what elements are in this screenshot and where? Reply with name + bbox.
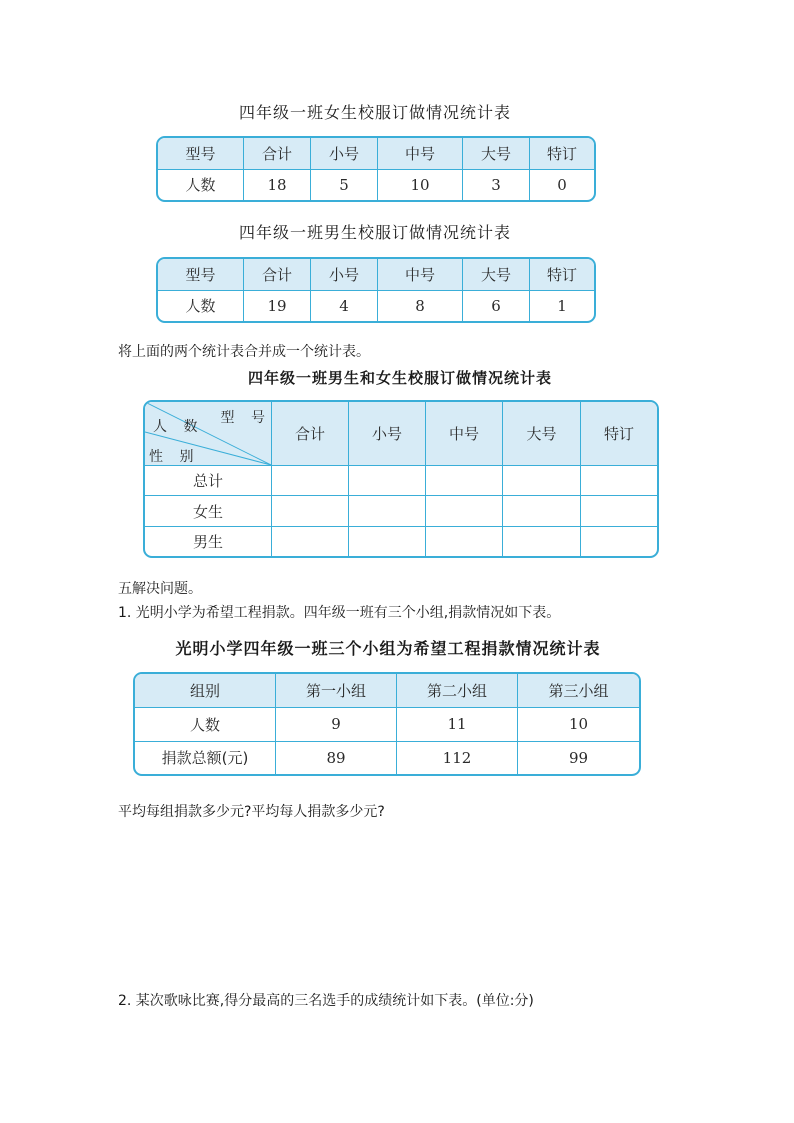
data-cell: 6: [463, 291, 530, 321]
row-label: 捐款总额(元): [135, 742, 276, 774]
data-cell: 112: [397, 742, 518, 774]
header-cell: 中号: [378, 138, 463, 170]
data-cell: 89: [276, 742, 397, 774]
data-cell: 99: [568, 748, 589, 767]
row-label: 人数: [158, 291, 244, 321]
donation-table: [133, 672, 641, 776]
header-cell: 合计: [244, 138, 311, 170]
data-cell: 19: [244, 291, 311, 321]
header-cell: 小号: [311, 138, 378, 170]
table-header-row: [158, 259, 594, 291]
blank-cell[interactable]: [503, 496, 581, 526]
row-label: 人数: [135, 708, 276, 742]
table-row: [135, 742, 639, 774]
table-row: [145, 496, 657, 526]
table1-title: 四年级一班女生校服订做情况统计表: [238, 103, 512, 122]
combined-uniform-table: [143, 400, 659, 558]
data-cell: 10: [378, 170, 463, 200]
row-label: 男生: [145, 527, 272, 556]
blank-cell[interactable]: [503, 527, 581, 556]
table-row: [158, 291, 594, 321]
data-cell: 8: [378, 291, 463, 321]
corner-label-count: 人 数: [153, 419, 204, 435]
blank-cell[interactable]: [581, 466, 657, 496]
header-cell: 第一小组: [276, 674, 397, 708]
header-cell: 特订: [581, 402, 657, 466]
data-cell: 3: [463, 170, 530, 200]
data-cell: 0: [557, 175, 567, 194]
data-cell: 10: [518, 708, 639, 742]
blank-cell[interactable]: [272, 527, 349, 556]
table-header-row: [135, 674, 639, 708]
girls-uniform-table: [156, 136, 596, 202]
header-cell: 组别: [135, 674, 276, 708]
header-cell: 中号: [426, 402, 503, 466]
header-cell: 第二小组: [397, 674, 518, 708]
donation-table-title: 光明小学四年级一班三个小组为希望工程捐款情况统计表: [175, 639, 601, 658]
blank-cell[interactable]: [426, 496, 503, 526]
boys-uniform-table: [156, 257, 596, 323]
blank-cell[interactable]: [503, 466, 581, 496]
header-cell: 型号: [158, 259, 244, 291]
row-label: 人数: [158, 170, 244, 200]
data-cell: 18: [244, 170, 311, 200]
question-1-text: 1. 光明小学为希望工程捐款。四年级一班有三个小组,捐款情况如下表。: [118, 605, 561, 621]
data-cell: 1: [557, 296, 567, 315]
header-cell: 小号: [311, 259, 378, 291]
header-cell: 中号: [378, 259, 463, 291]
blank-cell[interactable]: [581, 496, 657, 526]
table-row: [135, 708, 639, 742]
blank-cell[interactable]: [426, 527, 503, 556]
header-cell: 第三小组: [518, 674, 639, 708]
blank-cell[interactable]: [349, 496, 426, 526]
blank-cell[interactable]: [349, 466, 426, 496]
header-cell: 大号: [463, 259, 530, 291]
section-title: 五解决问题。: [118, 581, 202, 597]
table-header-row: [158, 138, 594, 170]
question-1-ask: 平均每组捐款多少元?平均每人捐款多少元?: [118, 804, 385, 820]
row-label: 总计: [145, 466, 272, 496]
header-cell: 合计: [244, 259, 311, 291]
table2-title: 四年级一班男生校服订做情况统计表: [238, 223, 512, 242]
header-cell: 大号: [503, 402, 581, 466]
row-label: 女生: [145, 496, 272, 526]
table-header-row: [145, 402, 657, 466]
corner-label-gender: 性 别: [149, 449, 200, 465]
blank-cell[interactable]: [581, 527, 657, 556]
blank-cell[interactable]: [272, 466, 349, 496]
corner-label-model: 型 号: [220, 410, 271, 426]
table-row: [158, 170, 594, 200]
table-row: [145, 466, 657, 496]
data-cell: 11: [397, 708, 518, 742]
header-cell: 特订: [530, 138, 594, 170]
header-cell: 合计: [272, 402, 349, 466]
blank-cell[interactable]: [272, 496, 349, 526]
data-cell: 9: [276, 708, 397, 742]
question-2-text: 2. 某次歌咏比赛,得分最高的三名选手的成绩统计如下表。(单位:分): [118, 993, 534, 1009]
data-cell: 4: [311, 291, 378, 321]
data-cell: 5: [311, 170, 378, 200]
diagonal-header-cell: [145, 402, 272, 466]
header-cell: 型号: [158, 138, 244, 170]
blank-cell[interactable]: [426, 466, 503, 496]
merge-instruction: 将上面的两个统计表合并成一个统计表。: [118, 344, 370, 360]
header-cell: 特订: [530, 259, 594, 291]
table3-title: 四年级一班男生和女生校服订做情况统计表: [247, 369, 553, 387]
header-cell: 大号: [463, 138, 530, 170]
table-row: [145, 527, 657, 556]
blank-cell[interactable]: [349, 527, 426, 556]
header-cell: 小号: [349, 402, 426, 466]
